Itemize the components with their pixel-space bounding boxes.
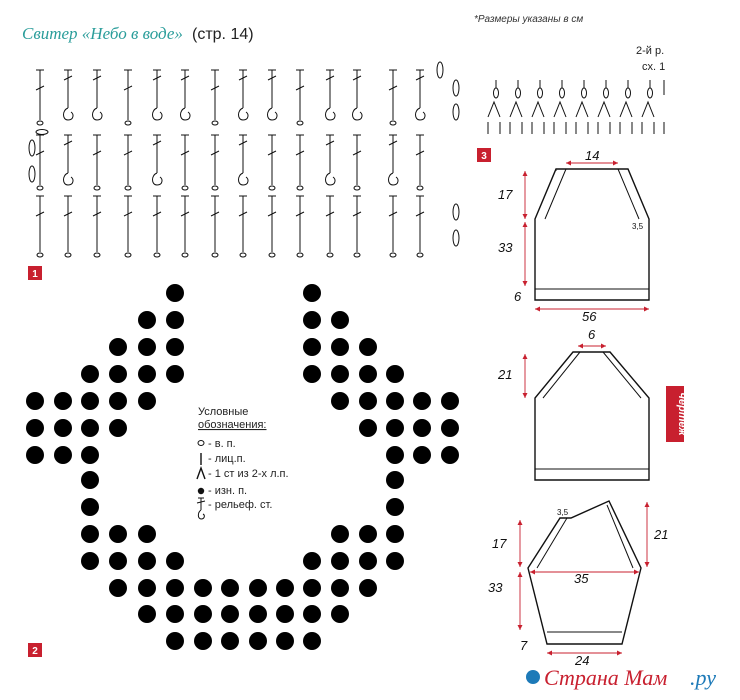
- chain-loop-symbol: [453, 80, 459, 96]
- front-piece: [497, 327, 649, 480]
- scheme-3-scheme-label: сх. 1: [642, 61, 666, 73]
- knit-stitch-symbol: [353, 196, 361, 257]
- knit-stitch-symbol: [389, 196, 397, 257]
- knit-stitch-symbol: [93, 196, 101, 257]
- purl-dot: [303, 338, 321, 356]
- purl-dot: [386, 471, 404, 489]
- watermark-logo-icon: [526, 670, 540, 684]
- purl-dot: [138, 392, 156, 410]
- purl-dot: [413, 446, 431, 464]
- back-outline: [535, 169, 649, 300]
- purl-dot: [166, 311, 184, 329]
- back-armhole-height: 17: [498, 187, 513, 202]
- chain-loop-symbol: [453, 204, 459, 220]
- legend-item-relief: - рельеф. ст.: [208, 499, 273, 511]
- purl-dot: [359, 525, 377, 543]
- purl-dot: [359, 579, 377, 597]
- purl-dot: [54, 392, 72, 410]
- knit-stitch-symbol: [416, 196, 424, 257]
- relief-stitch-symbol: [268, 70, 277, 120]
- purl-dot: [166, 338, 184, 356]
- sleeve-piece: [488, 501, 668, 668]
- front-armhole-height: 21: [498, 367, 513, 382]
- legend-item-knit: - лиц.п.: [208, 453, 246, 465]
- knit-stitch-symbol: [153, 196, 161, 257]
- purl-dot: [109, 419, 127, 437]
- relief-stitch-symbol: [239, 70, 248, 120]
- sleeve-top-width: 3,5: [557, 508, 569, 517]
- decrease-symbol: [510, 80, 522, 134]
- watermark: [526, 665, 716, 690]
- purl-dot: [109, 392, 127, 410]
- purl-dot: [81, 471, 99, 489]
- purl-dot: [166, 552, 184, 570]
- purl-dot: [303, 365, 321, 383]
- decrease-symbol: [642, 80, 654, 134]
- page-reference: (стр. 14): [192, 26, 254, 43]
- relief-stitch-symbol: [93, 70, 102, 120]
- sleeve-raglan-lines: [537, 505, 633, 568]
- watermark-text: Страна Мам: [544, 665, 668, 690]
- purl-dot: [138, 338, 156, 356]
- purl-dot: [386, 392, 404, 410]
- purl-dot: [54, 419, 72, 437]
- purl-dot: [386, 365, 404, 383]
- front-raglan-lines: [543, 352, 641, 398]
- relief-stitch-symbol: [153, 70, 162, 120]
- purl-dot: [303, 632, 321, 650]
- purl-dot: [303, 552, 321, 570]
- knit-stitch-symbol: [124, 70, 132, 125]
- scheme-2-badge: [28, 643, 42, 657]
- knit-stitch-symbol: [389, 70, 397, 125]
- scheme-3-badge: [477, 148, 491, 162]
- purl-dot: [138, 525, 156, 543]
- purl-dot: [109, 552, 127, 570]
- sleeve-cuff-height: 7: [520, 638, 528, 653]
- purl-dot: [109, 525, 127, 543]
- front-neck-width: 6: [588, 327, 596, 342]
- sleeve-width: 35: [574, 571, 589, 586]
- relief-stitch-symbol: [64, 70, 73, 120]
- purl-dot: [194, 579, 212, 597]
- scheme-1-badge: [28, 266, 42, 280]
- purl-dot: [138, 311, 156, 329]
- purl-dot: [276, 579, 294, 597]
- purl-dot: [331, 338, 349, 356]
- purl-dot: [441, 419, 459, 437]
- legend-item-chain: - в. п.: [208, 438, 236, 450]
- purl-dot: [441, 446, 459, 464]
- purl-dot: [221, 605, 239, 623]
- purl-dot: [138, 365, 156, 383]
- knit-stitch-symbol: [296, 70, 304, 125]
- back-bottom-width: 56: [582, 309, 597, 324]
- svg-text:3: 3: [481, 151, 487, 162]
- purl-dot: [166, 632, 184, 650]
- chain-loop-symbol: [437, 62, 443, 78]
- decrease-symbol: [598, 80, 610, 134]
- knit-stitch-symbol: [296, 135, 304, 190]
- relief-stitch-symbol: [353, 70, 362, 120]
- purl-dot: [386, 498, 404, 516]
- legend-item-purl: - изн. п.: [208, 485, 248, 497]
- purl-dot: [303, 579, 321, 597]
- purl-dot: [331, 311, 349, 329]
- purl-dot: [81, 365, 99, 383]
- purl-dot: [386, 552, 404, 570]
- purl-icon: [198, 488, 204, 494]
- watermark-suffix: .ру: [690, 665, 716, 690]
- knit-stitch-symbol: [124, 135, 132, 190]
- chain-loop-symbol: [29, 140, 35, 156]
- purl-dot: [359, 365, 377, 383]
- purl-dot: [249, 632, 267, 650]
- purl-dot: [331, 552, 349, 570]
- back-piece: [498, 148, 649, 324]
- back-raglan-width: 3,5: [632, 222, 644, 231]
- purl-dot: [249, 605, 267, 623]
- relief-stitch-symbol: [389, 135, 398, 185]
- back-body-height: 33: [498, 240, 513, 255]
- relief-stitch-symbol: [326, 135, 335, 185]
- purl-dot: [276, 605, 294, 623]
- knit-stitch-symbol: [181, 196, 189, 257]
- sleeve-raglan-left: 17: [492, 536, 507, 551]
- purl-dot: [413, 392, 431, 410]
- knit-stitch-symbol: [124, 196, 132, 257]
- purl-dot: [109, 579, 127, 597]
- purl-dot: [138, 552, 156, 570]
- purl-dot: [194, 632, 212, 650]
- knit-stitch-symbol: [211, 70, 219, 125]
- purl-dot: [386, 446, 404, 464]
- purl-dot: [303, 605, 321, 623]
- purl-dot: [331, 392, 349, 410]
- purl-dot: [331, 605, 349, 623]
- knit-stitch-symbol: [326, 196, 334, 257]
- legend-item-decrease: - 1 ст из 2-х л.п.: [208, 468, 289, 480]
- legend-heading-line1: Условные: [198, 406, 249, 418]
- purl-dot: [359, 338, 377, 356]
- relief-stitch-symbol: [326, 70, 335, 120]
- knit-stitch-symbol: [181, 135, 189, 190]
- decrease-symbol: [576, 80, 588, 134]
- purl-dot: [331, 365, 349, 383]
- purl-dot: [331, 525, 349, 543]
- purl-dot: [441, 392, 459, 410]
- purl-dot: [386, 419, 404, 437]
- purl-dot: [221, 632, 239, 650]
- sleeve-cuff-width: 24: [575, 653, 590, 668]
- knit-stitch-symbol: [36, 70, 44, 125]
- purl-dot: [166, 579, 184, 597]
- knit-stitch-symbol: [211, 135, 219, 190]
- purl-dot: [194, 605, 212, 623]
- purl-dot: [359, 392, 377, 410]
- purl-dot: [81, 552, 99, 570]
- chain-stitch-icon: [198, 441, 204, 446]
- decrease-symbol: [554, 80, 566, 134]
- knit-stitch-symbol: [36, 196, 44, 257]
- purl-dot: [359, 552, 377, 570]
- decrease-symbol: [488, 80, 500, 134]
- purl-dot: [54, 446, 72, 464]
- relief-stitch-symbol: [64, 135, 73, 185]
- chain-loop-symbol: [453, 104, 459, 120]
- scheme-3-chart: [488, 80, 664, 134]
- purl-dot: [81, 419, 99, 437]
- purl-dot: [81, 498, 99, 516]
- purl-dot: [26, 419, 44, 437]
- scheme-3-row-label: 2-й р.: [636, 45, 665, 57]
- knit-stitch-symbol: [296, 196, 304, 257]
- knit-stitch-symbol: [416, 135, 424, 190]
- knit-stitch-symbol: [36, 135, 44, 190]
- purl-dot: [166, 365, 184, 383]
- knit-stitch-symbol: [64, 196, 72, 257]
- chain-loop-symbol: [29, 166, 35, 182]
- relief-stitch-symbol: [416, 70, 425, 120]
- purl-dot: [138, 579, 156, 597]
- relief-stitch-symbol: [153, 135, 162, 185]
- purl-dot: [81, 525, 99, 543]
- side-label-tab: [666, 386, 688, 442]
- relief-stitch-icon: [197, 498, 205, 519]
- knit-stitch-symbol: [239, 196, 247, 257]
- svg-text:1: 1: [32, 269, 38, 280]
- purl-dot: [413, 419, 431, 437]
- purl-dot: [166, 284, 184, 302]
- decrease-symbol: [620, 80, 632, 134]
- relief-stitch-symbol: [239, 135, 248, 185]
- sleeve-raglan-right: 21: [654, 527, 669, 542]
- purl-dot: [166, 605, 184, 623]
- purl-dot: [81, 392, 99, 410]
- purl-dot: [359, 419, 377, 437]
- back-rib-height: 6: [514, 289, 522, 304]
- legend: [197, 406, 289, 519]
- knit-stitch-symbol: [268, 135, 276, 190]
- side-label-text: чертеж: [676, 392, 688, 436]
- purl-dot: [138, 605, 156, 623]
- purl-dot: [331, 579, 349, 597]
- purl-dot: [109, 338, 127, 356]
- decrease-icon: [197, 468, 205, 479]
- scheme-1-chart: [29, 62, 459, 257]
- purl-dot: [109, 365, 127, 383]
- relief-stitch-symbol: [181, 70, 190, 120]
- knit-stitch-symbol: [268, 196, 276, 257]
- chain-loop-symbol: [453, 230, 459, 246]
- purl-dot: [303, 311, 321, 329]
- chain-loop-symbol: [36, 130, 48, 135]
- sleeve-length: 33: [488, 580, 503, 595]
- back-top-width: 14: [585, 148, 600, 163]
- purl-dot: [276, 632, 294, 650]
- purl-dot: [221, 579, 239, 597]
- decrease-symbol: [532, 80, 544, 134]
- purl-dot: [386, 525, 404, 543]
- sizes-note: *Размеры указаны в см: [474, 14, 584, 25]
- page-title: Свитер «Небо в воде»: [22, 24, 183, 43]
- legend-heading-line2: обозначения:: [198, 419, 267, 431]
- purl-dot: [249, 579, 267, 597]
- scheme-2-chart: [26, 284, 459, 650]
- purl-dot: [303, 284, 321, 302]
- knit-stitch-symbol: [93, 135, 101, 190]
- knit-stitch-symbol: [353, 135, 361, 190]
- back-raglan-lines: [545, 169, 639, 219]
- purl-dot: [26, 446, 44, 464]
- svg-text:2: 2: [32, 646, 38, 657]
- purl-dot: [26, 392, 44, 410]
- purl-dot: [81, 446, 99, 464]
- front-outline: [535, 352, 649, 480]
- knit-stitch-symbol: [211, 196, 219, 257]
